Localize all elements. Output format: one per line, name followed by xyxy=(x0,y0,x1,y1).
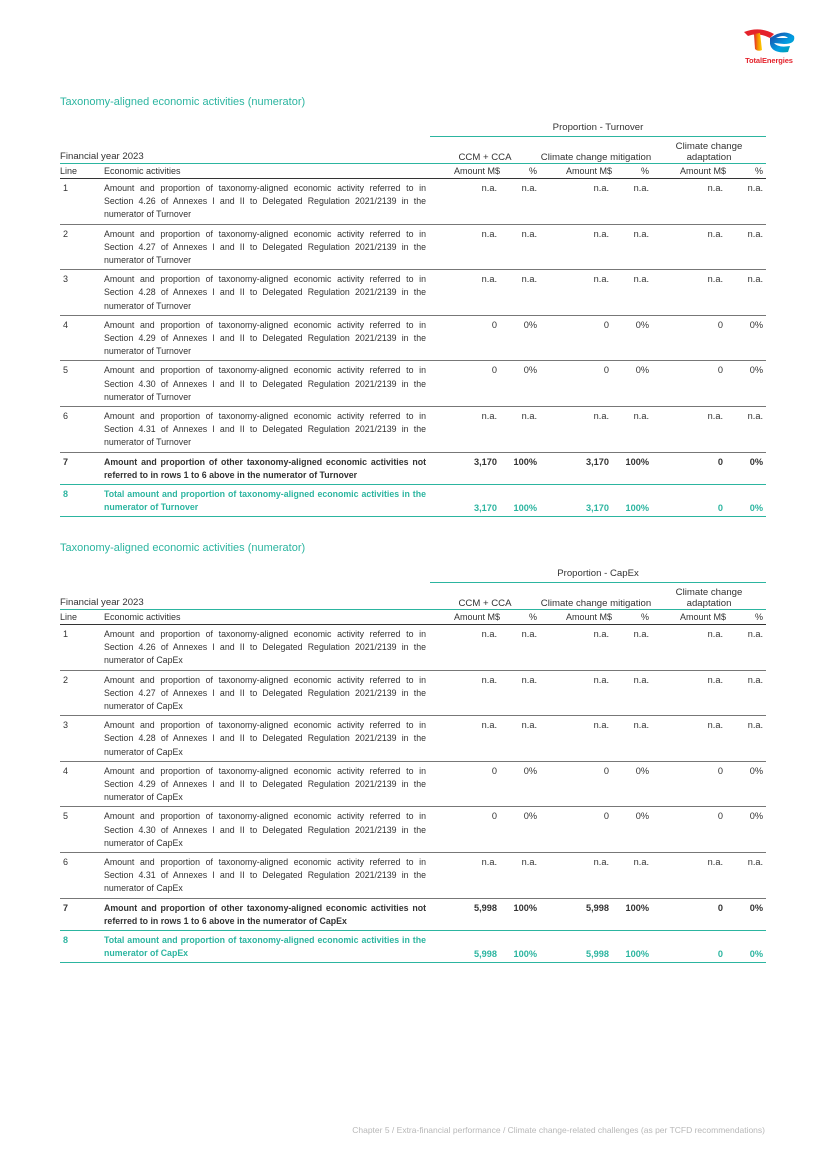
adaptation-pct: n.a. xyxy=(726,625,766,671)
capex-table xyxy=(60,568,766,963)
ccm-cca-pct: 100% xyxy=(500,898,540,930)
ccm-cca-header: CCM + CCA xyxy=(458,598,512,609)
ccm-cca-amount: n.a. xyxy=(430,670,500,716)
mitigation-amount: 0 xyxy=(540,761,612,807)
ccm-cca-amount: 5,998 xyxy=(430,898,500,930)
mitigation-pct: 0% xyxy=(612,761,652,807)
mitigation-amount: 3,170 xyxy=(540,485,612,517)
mitigation-pct: n.a. xyxy=(612,853,652,899)
ccm-cca-pct: n.a. xyxy=(500,270,540,316)
adaptation-amount: 0 xyxy=(652,898,726,930)
mitigation-pct: n.a. xyxy=(612,625,652,671)
table-row xyxy=(60,625,766,671)
ccm-cca-amount: n.a. xyxy=(430,625,500,671)
table-row xyxy=(60,452,766,484)
table-row xyxy=(60,670,766,716)
activity-description: Amount and proportion of taxonomy-aligned economic activity referred to in Section 4.26 of Annexes I and II to Delegated Regulation 2021/2139 in the numerator of Turnover xyxy=(104,179,430,225)
pct-col-header: % xyxy=(726,164,766,179)
mitigation-pct: 100% xyxy=(612,898,652,930)
pct-col-header: % xyxy=(612,610,652,625)
ccm-cca-amount: n.a. xyxy=(430,270,500,316)
ccm-cca-pct: n.a. xyxy=(500,407,540,453)
activity-description: Total amount and proportion of taxonomy-aligned economic activities in the numerator of CapEx xyxy=(104,931,430,963)
ccm-cca-pct: n.a. xyxy=(500,853,540,899)
brand-logo xyxy=(736,24,802,68)
mitigation-pct: n.a. xyxy=(612,716,652,762)
adaptation-amount: n.a. xyxy=(652,670,726,716)
adaptation-pct: n.a. xyxy=(726,270,766,316)
mitigation-pct: 0% xyxy=(612,315,652,361)
line-number: 7 xyxy=(60,452,104,484)
activity-description: Amount and proportion of taxonomy-aligned economic activity referred to in Section 4.27 of Annexes I and II to Delegated Regulation 2021/2139 in the numerator of CapEx xyxy=(104,670,430,716)
ccm-cca-amount: n.a. xyxy=(430,407,500,453)
mitigation-amount: 5,998 xyxy=(540,898,612,930)
amount-col-header: Amount M$ xyxy=(430,164,500,179)
ccm-cca-amount: 5,998 xyxy=(430,931,500,963)
activities-col-header: Economic activities xyxy=(104,610,430,625)
activity-description: Amount and proportion of taxonomy-aligned economic activity referred to in Section 4.28 of Annexes I and II to Delegated Regulation 2021/2139 in the numerator of Turnover xyxy=(104,270,430,316)
activity-description: Amount and proportion of taxonomy-aligned economic activity referred to in Section 4.26 of Annexes I and II to Delegated Regulation 2021/2139 in the numerator of CapEx xyxy=(104,625,430,671)
ccm-cca-amount: 3,170 xyxy=(430,452,500,484)
line-number: 6 xyxy=(60,407,104,453)
amount-col-header: Amount M$ xyxy=(652,610,726,625)
mitigation-amount: n.a. xyxy=(540,224,612,270)
activities-col-header: Economic activities xyxy=(104,164,430,179)
mitigation-amount: 0 xyxy=(540,807,612,853)
mitigation-amount: 3,170 xyxy=(540,452,612,484)
activity-description: Amount and proportion of taxonomy-aligned economic activity referred to in Section 4.29 of Annexes I and II to Delegated Regulation 2021/2139 in the numerator of Turnover xyxy=(104,315,430,361)
mitigation-pct: 100% xyxy=(612,452,652,484)
capex-section-title: Taxonomy-aligned economic activities (numerator) xyxy=(60,542,306,554)
table-row xyxy=(60,361,766,407)
ccm-cca-pct: n.a. xyxy=(500,625,540,671)
ccm-cca-pct: n.a. xyxy=(500,670,540,716)
table-row xyxy=(60,485,766,517)
ccm-cca-pct: 100% xyxy=(500,931,540,963)
adaptation-amount: n.a. xyxy=(652,625,726,671)
line-number: 6 xyxy=(60,853,104,899)
ccm-cca-pct: n.a. xyxy=(500,716,540,762)
ccm-cca-header: CCM + CCA xyxy=(458,152,512,163)
adaptation-pct: 0% xyxy=(726,761,766,807)
adaptation-pct: 0% xyxy=(726,361,766,407)
ccm-cca-amount: 0 xyxy=(430,315,500,361)
ccm-cca-pct: 0% xyxy=(500,761,540,807)
table-row xyxy=(60,224,766,270)
ccm-cca-pct: 0% xyxy=(500,807,540,853)
adaptation-amount: 0 xyxy=(652,931,726,963)
mitigation-amount: n.a. xyxy=(540,270,612,316)
mitigation-header: Climate change mitigation xyxy=(540,152,652,163)
adaptation-pct: n.a. xyxy=(726,716,766,762)
mitigation-amount: 5,998 xyxy=(540,931,612,963)
ccm-cca-amount: n.a. xyxy=(430,179,500,225)
line-number: 8 xyxy=(60,485,104,517)
mitigation-amount: n.a. xyxy=(540,853,612,899)
adaptation-pct: 0% xyxy=(726,452,766,484)
brand-name: TotalEnergies xyxy=(745,56,793,65)
line-number: 7 xyxy=(60,898,104,930)
activity-description: Amount and proportion of taxonomy-aligned economic activity referred to in Section 4.27 of Annexes I and II to Delegated Regulation 2021/2139 in the numerator of Turnover xyxy=(104,224,430,270)
ccm-cca-amount: 0 xyxy=(430,761,500,807)
line-col-header: Line xyxy=(60,610,104,625)
adaptation-amount: 0 xyxy=(652,361,726,407)
line-number: 4 xyxy=(60,315,104,361)
mitigation-pct: n.a. xyxy=(612,670,652,716)
mitigation-pct: n.a. xyxy=(612,224,652,270)
adaptation-pct: 0% xyxy=(726,931,766,963)
mitigation-pct: 100% xyxy=(612,485,652,517)
mitigation-pct: 0% xyxy=(612,807,652,853)
line-number: 1 xyxy=(60,179,104,225)
activity-description: Amount and proportion of other taxonomy-aligned economic activities not referred to in rows 1 to 6 above in the numerator of Turnover xyxy=(104,452,430,484)
pct-col-header: % xyxy=(612,164,652,179)
turnover-section-title: Taxonomy-aligned economic activities (numerator) xyxy=(60,96,306,108)
ccm-cca-pct: 0% xyxy=(500,315,540,361)
line-col-header: Line xyxy=(60,164,104,179)
activity-description: Amount and proportion of taxonomy-aligned economic activity referred to in Section 4.29 of Annexes I and II to Delegated Regulation 2021/2139 in the numerator of CapEx xyxy=(104,761,430,807)
mitigation-header: Climate change mitigation xyxy=(540,598,652,609)
adaptation-amount: 0 xyxy=(652,485,726,517)
adaptation-pct: 0% xyxy=(726,807,766,853)
table-row xyxy=(60,315,766,361)
mitigation-amount: 0 xyxy=(540,361,612,407)
table-row xyxy=(60,716,766,762)
turnover-table xyxy=(60,122,766,517)
ccm-cca-amount: 0 xyxy=(430,807,500,853)
table-row xyxy=(60,761,766,807)
turnover-proportion-header: Proportion - Turnover xyxy=(430,122,766,137)
page-footer: Chapter 5 / Extra-financial performance / Climate change-related challenges (as per TCFD recommendations) xyxy=(352,1125,765,1135)
mitigation-pct: 0% xyxy=(612,361,652,407)
activity-description: Total amount and proportion of taxonomy-aligned economic activities in the numerator of Turnover xyxy=(104,485,430,517)
mitigation-pct: n.a. xyxy=(612,407,652,453)
mitigation-pct: 100% xyxy=(612,931,652,963)
totalenergies-logo-icon xyxy=(740,24,798,56)
table-row xyxy=(60,179,766,225)
adaptation-amount: n.a. xyxy=(652,270,726,316)
line-number: 3 xyxy=(60,716,104,762)
ccm-cca-amount: 0 xyxy=(430,361,500,407)
mitigation-amount: n.a. xyxy=(540,407,612,453)
table-row xyxy=(60,270,766,316)
adaptation-amount: n.a. xyxy=(652,179,726,225)
table-row xyxy=(60,898,766,930)
capex-proportion-header: Proportion - CapEx xyxy=(430,568,766,583)
adaptation-amount: 0 xyxy=(652,807,726,853)
ccm-cca-amount: n.a. xyxy=(430,853,500,899)
activity-description: Amount and proportion of taxonomy-aligned economic activity referred to in Section 4.31 of Annexes I and II to Delegated Regulation 2021/2139 in the numerator of CapEx xyxy=(104,853,430,899)
ccm-cca-pct: 0% xyxy=(500,361,540,407)
mitigation-amount: 0 xyxy=(540,315,612,361)
line-number: 2 xyxy=(60,670,104,716)
adaptation-pct: n.a. xyxy=(726,407,766,453)
amount-col-header: Amount M$ xyxy=(652,164,726,179)
mitigation-pct: n.a. xyxy=(612,179,652,225)
adaptation-header: Climate change adaptation xyxy=(675,587,743,609)
adaptation-pct: 0% xyxy=(726,898,766,930)
adaptation-pct: n.a. xyxy=(726,224,766,270)
adaptation-amount: n.a. xyxy=(652,224,726,270)
activity-description: Amount and proportion of taxonomy-aligned economic activity referred to in Section 4.30 of Annexes I and II to Delegated Regulation 2021/2139 in the numerator of Turnover xyxy=(104,361,430,407)
adaptation-amount: n.a. xyxy=(652,407,726,453)
adaptation-amount: n.a. xyxy=(652,853,726,899)
adaptation-pct: 0% xyxy=(726,485,766,517)
line-number: 8 xyxy=(60,931,104,963)
adaptation-pct: n.a. xyxy=(726,179,766,225)
table-row xyxy=(60,853,766,899)
activity-description: Amount and proportion of taxonomy-aligned economic activity referred to in Section 4.30 of Annexes I and II to Delegated Regulation 2021/2139 in the numerator of CapEx xyxy=(104,807,430,853)
pct-col-header: % xyxy=(500,164,540,179)
adaptation-pct: 0% xyxy=(726,315,766,361)
line-number: 2 xyxy=(60,224,104,270)
pct-col-header: % xyxy=(500,610,540,625)
activity-description: Amount and proportion of other taxonomy-aligned economic activities not referred to in rows 1 to 6 above in the numerator of CapEx xyxy=(104,898,430,930)
adaptation-header: Climate change adaptation xyxy=(675,141,743,163)
amount-col-header: Amount M$ xyxy=(540,164,612,179)
adaptation-pct: n.a. xyxy=(726,670,766,716)
ccm-cca-pct: 100% xyxy=(500,485,540,517)
activity-description: Amount and proportion of taxonomy-aligned economic activity referred to in Section 4.28 of Annexes I and II to Delegated Regulation 2021/2139 in the numerator of CapEx xyxy=(104,716,430,762)
table-row xyxy=(60,407,766,453)
pct-col-header: % xyxy=(726,610,766,625)
adaptation-amount: 0 xyxy=(652,761,726,807)
line-number: 4 xyxy=(60,761,104,807)
ccm-cca-amount: n.a. xyxy=(430,224,500,270)
mitigation-amount: n.a. xyxy=(540,625,612,671)
line-number: 5 xyxy=(60,807,104,853)
ccm-cca-pct: n.a. xyxy=(500,224,540,270)
line-number: 5 xyxy=(60,361,104,407)
adaptation-amount: n.a. xyxy=(652,716,726,762)
adaptation-amount: 0 xyxy=(652,315,726,361)
amount-col-header: Amount M$ xyxy=(540,610,612,625)
table-row xyxy=(60,807,766,853)
mitigation-amount: n.a. xyxy=(540,716,612,762)
activity-description: Amount and proportion of taxonomy-aligned economic activity referred to in Section 4.31 of Annexes I and II to Delegated Regulation 2021/2139 in the numerator of Turnover xyxy=(104,407,430,453)
line-number: 3 xyxy=(60,270,104,316)
ccm-cca-amount: n.a. xyxy=(430,716,500,762)
adaptation-amount: 0 xyxy=(652,452,726,484)
amount-col-header: Amount M$ xyxy=(430,610,500,625)
mitigation-amount: n.a. xyxy=(540,179,612,225)
mitigation-pct: n.a. xyxy=(612,270,652,316)
financial-year-label: Financial year 2023 xyxy=(60,151,144,162)
table-row xyxy=(60,931,766,963)
mitigation-amount: n.a. xyxy=(540,670,612,716)
line-number: 1 xyxy=(60,625,104,671)
ccm-cca-pct: n.a. xyxy=(500,179,540,225)
ccm-cca-amount: 3,170 xyxy=(430,485,500,517)
financial-year-label: Financial year 2023 xyxy=(60,597,144,608)
ccm-cca-pct: 100% xyxy=(500,452,540,484)
adaptation-pct: n.a. xyxy=(726,853,766,899)
